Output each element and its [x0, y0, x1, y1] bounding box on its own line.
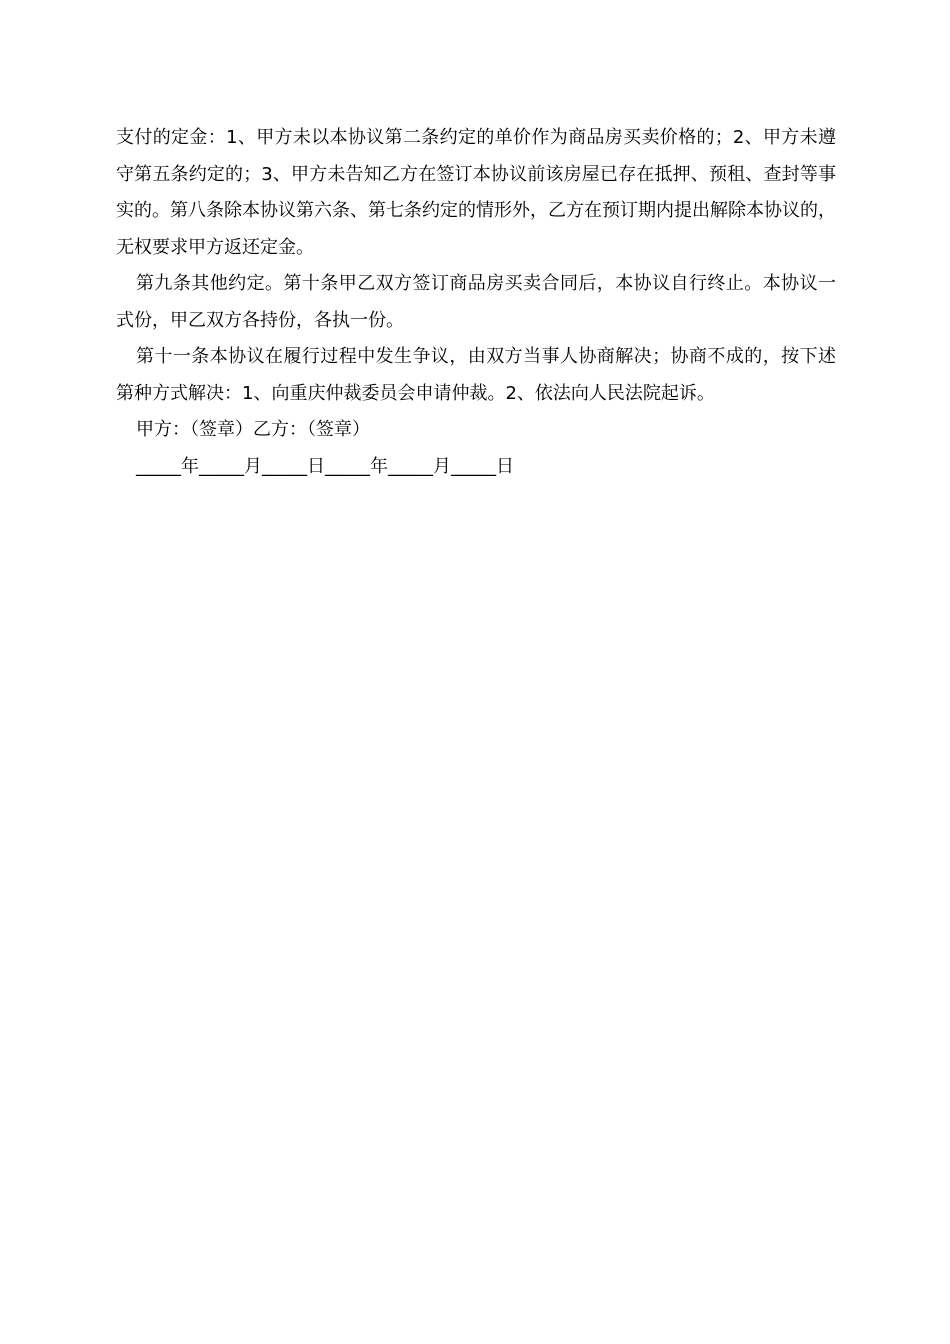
- paragraph-article-11: 第十一条本协议在履行过程中发生争议，由双方当事人协商解决；协商不成的，按下述第种方式解决：1、向重庆仲裁委员会申请仲裁。2、依法向人民法院起诉。: [116, 346, 836, 404]
- document-body: [116, 120, 836, 485]
- paragraph-deposit-terms: 支付的定金：1、甲方未以本协议第二条约定的单价作为商品房买卖价格的；2、甲方未遵守第五条约定的；3、甲方未告知乙方在签订本协议前该房屋已存在抵押、预租、查封等事实的。第八条除本协议第六条、第七条约定的情形外，乙方在预订期内提出解除本协议的，无权要求甲方返还定金。: [116, 127, 836, 258]
- paragraph-article-9-10: 第九条其他约定。第十条甲乙双方签订商品房买卖合同后，本协议自行终止。本协议一式份，甲乙双方各持份，各执一份。: [116, 273, 836, 331]
- signature-line: 甲方：（签章）乙方：（签章）: [136, 419, 370, 440]
- date-line: _____年_____月_____日_____年_____月_____日: [136, 455, 514, 477]
